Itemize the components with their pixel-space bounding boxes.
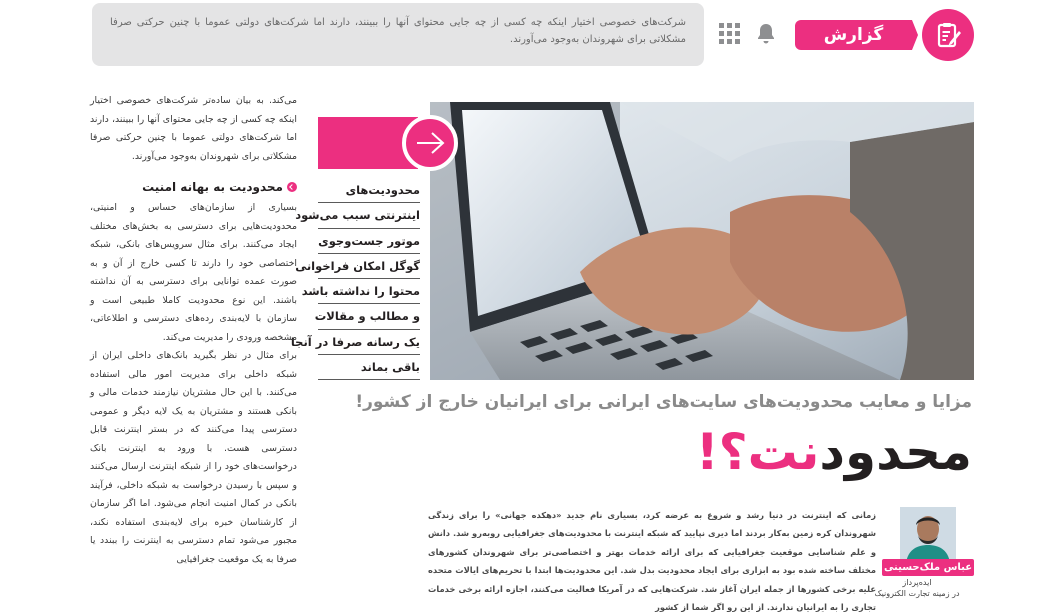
article-title xyxy=(620,415,972,489)
report-section-badge xyxy=(922,9,974,61)
article-subtitle: مزایا و معایب محدودیت‌های سایت‌های ایرانی برای ایرانیان خارج از کشور! xyxy=(355,392,972,412)
body-column xyxy=(90,92,297,569)
bell-icon[interactable] xyxy=(754,21,778,49)
pull-quote-line: موتور جست‌وجوی xyxy=(318,229,420,254)
bullet-icon xyxy=(287,182,297,192)
pull-quote-line: گوگل امکان فراخوانی xyxy=(318,254,420,279)
author-avatar xyxy=(900,507,956,563)
clipboard-pen-icon xyxy=(935,21,963,49)
pull-quote-line: یک رسانه صرفا در آنجا xyxy=(318,330,420,355)
pull-quote-line: محدودیت‌های xyxy=(318,178,420,203)
pull-quote-line: باقی بماند xyxy=(318,355,420,380)
section-label: گزارش xyxy=(795,20,912,50)
section-heading xyxy=(90,176,297,198)
section-heading-text: محدودیت به بهانه امنیت xyxy=(142,180,283,194)
article-lead: زمانی که اینترنت در دنیا رشد و شروع به عرضه کرد، بسیاری نام جدید «دهکده جهانی» را برای زندگی شهروندان کره زمین به‌کار بردند اما دیری نپایید که شبکه اینترنت با محدودیت‌های جغرافیایی روبه‌رو شد. دانش و علم شناسایی موقعیت جغرافیایی که برای ارائه خدمات بهتر و اختصاصی‌تر برای شهروندان کشورهای مختلف ساخته شده بود به ابزاری برای ایجاد محدودیت بدل شد. این محدودیت‌ها ابتدا با تحریم‌های ایالات متحده علیه برخی کشورها از جمله ایران آغاز شد. شرکت‌هایی که در آمریکا فعالیت می‌کنند، اجازه ارائه برخی خدمات تجاری را به ایرانیان ندارند. از این رو اگر شما از کشور xyxy=(428,510,876,613)
author-role xyxy=(860,577,974,599)
pull-quote-line: محتوا را نداشته باشد xyxy=(318,279,420,304)
title-part-dark: محدود xyxy=(819,423,972,481)
body-paragraph: می‌کند. به بیان ساده‌تر شرکت‌های خصوصی اختیار اینکه چه کسی از چه جایی محتوای آنها را ببینند، دارند اما شرکت‌های دولتی عموما با چنین حرکتی صرفا مشکلاتی برای شهروندان به‌وجود می‌آورند. xyxy=(90,95,297,162)
hero-image-laptop xyxy=(430,102,974,380)
body-paragraph: برای مثال در نظر بگیرید بانک‌های داخلی ایران از شبکه داخلی برای مدیریت امور مالی استفاده می‌کنند. با این حال مشتریان نیازمند خدمات مالی و بانکی هستند و مشتریان به یک لایه دیگر و عمومی دسترسی پیدا می‌کنند که در بستر اینترنت قابل دسترسی هست. با ورود به اینترنت بانک درخواست‌های خود را از شبکه اینترنت ارسال می‌کنند و سپس با رسیدن درخواست به شبکه داخلی، فرآیند بانکی در کمال امنیت انجام می‌شود. اما اگر سازمان از کارشناسان خبره برای لایه‌بندی استفاده نکند، مجبور می‌شود تمام دسترسی به اینترنت را ببندد یا صرفا به یک موقعیت جغرافیایی xyxy=(90,350,297,565)
apps-grid-icon[interactable] xyxy=(719,23,740,48)
callout-arrow-badge xyxy=(402,115,458,171)
body-paragraph: بسیاری از سازمان‌های حساس و امنیتی، محدودیت‌هایی برای دسترسی به بخش‌های مختلف ایجاد می‌کنند. برای مثال سرویس‌های بانکی، شبکه اختصاصی خود را دارند تا کسی خارج از آن و به صورت عمده توانایی برای دسترسی به آن نداشته باشند. این نوع محدودیت کاملا طبیعی است و سازمان با لایه‌بندی رده‌های دسترسی و اطلاعاتی، مشخصه ورودی را مدیریت می‌کند. xyxy=(90,202,297,343)
title-part-accent: نت؟! xyxy=(695,423,820,481)
pull-quote xyxy=(290,178,420,380)
pull-quote-line: و مطالب و مقالات xyxy=(318,304,420,329)
author-name: عباس ملک‌حسینی xyxy=(882,559,974,576)
pull-quote-line: اینترنتی سبب می‌شود xyxy=(318,203,420,228)
teaser-box: شرکت‌های خصوصی اختیار اینکه چه کسی از چه جایی محتوای آنها را ببینند، دارند اما شرکت‌های دولتی عموما با چنین حرکتی صرفا مشکلاتی برای شهروندان به‌وجود می‌آورند. xyxy=(92,3,704,66)
arrow-right-icon xyxy=(415,130,447,156)
author-role-line: در زمینه تجارت الکترونیک xyxy=(874,589,960,598)
author-role-line: ایده‌پرداز xyxy=(902,578,932,587)
